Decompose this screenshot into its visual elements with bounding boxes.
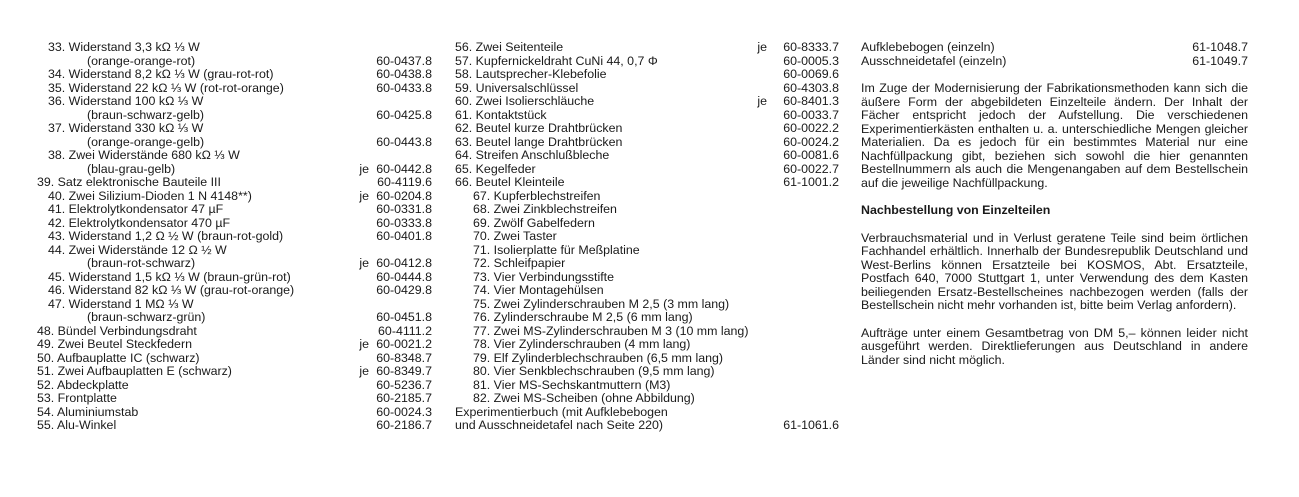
part-number: 60-0081.6 xyxy=(783,148,839,162)
part-row xyxy=(37,190,432,204)
part-label: (blau-grau-gelb) xyxy=(87,161,176,176)
part-label: 43. Widerstand 1,2 Ω ½ W (braun-rot-gold) xyxy=(48,229,284,243)
part-label: 70. Zwei Taster xyxy=(473,229,557,243)
part-label: 60. Zwei Isolierschläuche xyxy=(455,94,595,108)
part-label: 67. Kupferblechstreifen xyxy=(473,188,601,203)
part-row xyxy=(449,365,839,379)
part-row xyxy=(37,230,432,244)
part-label: 65. Kegelfeder xyxy=(455,161,536,176)
part-label: 69. Zwölf Gabelfedern xyxy=(473,215,595,230)
part-number: 60-8348.7 xyxy=(376,350,432,365)
reorder-paragraph: Verbrauchsmaterial und in Verlust geratene Teile sind beim örtlichen Fachhandel erhältlich. Innerhalb der Bundesrepublik Deutschland und West-Berlins können Ersatzteile bei KOSMOS, Abt. Ersatzteile, Postfach 640, 7000 Stuttgart 1, unter Verwendung des dem Kasten beiliegenden Ersatz-Bestellscheines nachbezogen werden (falls der Bestellschein nicht mehr vorhanden ist, bitte beim Verlag anfordern). xyxy=(861,230,1248,312)
part-label: 58. Lautsprecher-Klebefolie xyxy=(455,67,607,81)
part-number: 61-1001.2 xyxy=(783,175,839,189)
part-label: 73. Vier Verbindungsstifte xyxy=(473,269,614,284)
part-number: 60-2185.7 xyxy=(376,391,432,405)
part-label: 63. Beutel lange Drahtbrücken xyxy=(455,134,623,149)
part-row xyxy=(449,392,839,406)
part-label: 74. Vier Montagehülsen xyxy=(473,283,604,297)
part-row xyxy=(37,338,432,352)
part-label: 47. Widerstand 1 MΩ ⅓ W xyxy=(48,296,194,311)
part-label: (braun-rot-schwarz) xyxy=(87,256,196,270)
part-number: 60-0022.7 xyxy=(783,161,839,176)
part-row xyxy=(449,338,839,352)
part-label: (orange-orange-rot) xyxy=(87,53,196,68)
part-row xyxy=(449,284,839,298)
modernization-note: Im Zuge der Modernisierung der Fabrikationsmethoden kann sich die äußere Form der abgebildeten Einzelteile ändern. Der Inhalt der Fächer entspricht jedoch der Aufstellung. Die verschiedenen Experimentierkästen enthalten u. a. unterschiedliche Mengen gleicher Materialien. Da es jedoch für ein bestimmtes Material nur eine Nachfüllpackung gibt, beziehen sich sowohl die hier genannten Bestellnummern als auch die Mengenangaben auf dem Bestellschein auf die jeweilige Nachfüllpackung. xyxy=(861,81,1248,190)
part-row xyxy=(449,163,839,177)
part-label: und Ausschneidetafel nach Seite 220) xyxy=(455,418,664,432)
extra-item-row xyxy=(861,55,1248,69)
part-number: 60-0033.7 xyxy=(783,107,839,122)
part-number: 60-0412.8 xyxy=(376,256,432,270)
parts-column-1 xyxy=(37,41,432,433)
part-number: 60-0429.8 xyxy=(376,283,432,297)
part-number: 60-8401.3 xyxy=(783,94,839,108)
part-number: 60-0021.2 xyxy=(376,337,432,351)
part-row xyxy=(37,365,432,379)
part-row xyxy=(37,311,432,325)
part-row xyxy=(37,163,432,177)
part-label: (braun-schwarz-grün) xyxy=(87,310,206,324)
part-row xyxy=(449,311,839,325)
part-row xyxy=(37,419,432,433)
part-label: 77. Zwei MS-Zylinderschrauben M 3 (10 mm lang) xyxy=(473,323,749,338)
part-number: 60-4119.6 xyxy=(377,175,432,189)
part-label: 57. Kupfernickeldraht CuNi 44, 0,7 Φ xyxy=(455,53,658,68)
part-row xyxy=(449,68,839,82)
part-number: 60-0442.8 xyxy=(376,161,432,176)
part-label: 34. Widerstand 8,2 kΩ ⅓ W (grau-rot-rot) xyxy=(48,67,274,81)
part-row xyxy=(37,41,432,55)
part-row xyxy=(449,203,839,217)
part-label: 53. Frontplatte xyxy=(37,391,117,405)
part-row xyxy=(37,392,432,406)
part-row xyxy=(37,217,432,231)
part-label: 49. Zwei Beutel Steckfedern xyxy=(37,337,192,351)
part-label: 66. Beutel Kleinteile xyxy=(455,175,565,189)
part-row xyxy=(449,217,839,231)
minimum-order-paragraph: Aufträge unter einem Gesamtbetrag von DM 5,– können leider nicht ausgeführt werden. Direktlieferungen aus Deutschland in andere Länder sind nicht möglich. xyxy=(861,325,1248,367)
part-row xyxy=(449,55,839,69)
part-label: (braun-schwarz-gelb) xyxy=(87,107,205,122)
reorder-heading: Nachbestellung von Einzelteilen xyxy=(861,203,1051,217)
part-row xyxy=(37,379,432,393)
part-row xyxy=(37,406,432,420)
part-row xyxy=(37,55,432,69)
part-row xyxy=(449,149,839,163)
part-label: 61. Kontaktstück xyxy=(455,107,547,122)
part-label: 72. Schleifpapier xyxy=(473,256,566,270)
per-unit-marker: je xyxy=(757,40,767,54)
part-row xyxy=(449,379,839,393)
per-unit-marker: je xyxy=(359,337,369,351)
part-number: 61-1061.6 xyxy=(783,418,839,432)
part-number: 60-0024.3 xyxy=(376,404,432,419)
part-number: 60-0433.8 xyxy=(376,80,432,95)
part-row xyxy=(37,136,432,150)
part-number: 60-0437.8 xyxy=(376,53,432,68)
part-row xyxy=(449,176,839,190)
part-label: 54. Aluminiumstab xyxy=(37,404,139,419)
part-label: 51. Zwei Aufbauplatten E (schwarz) xyxy=(37,364,232,378)
part-label: 33. Widerstand 3,3 kΩ ⅓ W xyxy=(48,40,200,54)
part-label: 45. Widerstand 1,5 kΩ ⅓ W (braun-grün-rot) xyxy=(48,269,291,284)
part-label: 44. Zwei Widerstände 12 Ω ½ W xyxy=(48,242,227,257)
part-label: 64. Streifen Anschlußbleche xyxy=(455,148,610,162)
part-row xyxy=(449,95,839,109)
part-row xyxy=(449,230,839,244)
part-row xyxy=(449,244,839,258)
part-label: 80. Vier Senkblechschrauben (9,5 mm lang) xyxy=(473,364,715,378)
part-label: 36. Widerstand 100 kΩ ⅓ W xyxy=(48,94,204,108)
part-label: 75. Zwei Zylinderschrauben M 2,5 (3 mm lang) xyxy=(473,296,730,311)
part-number: 60-0443.8 xyxy=(376,134,432,149)
item-number: 61-1049.7 xyxy=(1192,53,1248,68)
part-label: 81. Vier MS-Sechskantmuttern (M3) xyxy=(473,377,671,392)
part-row xyxy=(37,149,432,163)
part-number: 60-4303.8 xyxy=(783,80,839,95)
part-row xyxy=(37,352,432,366)
part-number: 60-0438.8 xyxy=(376,67,432,81)
part-label: 46. Widerstand 82 kΩ ⅓ W (grau-rot-orange) xyxy=(48,283,295,297)
part-label: 37. Widerstand 330 kΩ ⅓ W xyxy=(48,121,204,135)
part-label: 52. Abdeckplatte xyxy=(37,377,129,392)
part-label: 82. Zwei MS-Scheiben (ohne Abbildung) xyxy=(473,391,695,405)
part-row xyxy=(37,284,432,298)
part-number: 60-0451.8 xyxy=(376,310,432,324)
per-unit-marker: je xyxy=(359,364,369,378)
part-number: 60-0022.2 xyxy=(783,121,839,135)
part-row xyxy=(449,298,839,312)
part-label: 50. Aufbauplatte IC (schwarz) xyxy=(37,350,200,365)
part-label: Experimentierbuch (mit Aufklebebogen xyxy=(455,404,668,419)
part-number: 60-0425.8 xyxy=(376,107,432,122)
part-number: 60-4111.2 xyxy=(378,323,432,338)
part-number: 60-0331.8 xyxy=(376,202,432,216)
part-label: 78. Vier Zylinderschrauben (4 mm lang) xyxy=(473,337,691,351)
info-column xyxy=(861,41,1248,367)
part-row xyxy=(449,352,839,366)
per-unit-marker: je xyxy=(359,188,369,203)
part-label: 71. Isolierplatte für Meßplatine xyxy=(473,242,640,257)
part-label: 35. Widerstand 22 kΩ ⅓ W (rot-rot-orange) xyxy=(48,80,284,95)
part-row xyxy=(449,41,839,55)
part-number: 60-8349.7 xyxy=(376,364,432,378)
part-label: 39. Satz elektronische Bauteile III xyxy=(37,175,221,189)
part-row xyxy=(37,82,432,96)
item-number: 61-1048.7 xyxy=(1192,40,1248,54)
part-row xyxy=(37,244,432,258)
part-row xyxy=(449,257,839,271)
part-label: 40. Zwei Silizium-Dioden 1 N 4148**) xyxy=(48,188,252,203)
part-row xyxy=(37,68,432,82)
per-unit-marker: je xyxy=(757,94,767,108)
part-label: 38. Zwei Widerstände 680 kΩ ⅓ W xyxy=(48,148,240,162)
part-row xyxy=(37,298,432,312)
part-row xyxy=(37,95,432,109)
part-row xyxy=(449,136,839,150)
part-label: 62. Beutel kurze Drahtbrücken xyxy=(455,121,623,135)
part-row xyxy=(37,325,432,339)
part-label: (orange-orange-gelb) xyxy=(87,134,205,149)
extra-item-row xyxy=(861,41,1248,55)
part-row xyxy=(449,325,839,339)
part-label: 55. Alu-Winkel xyxy=(37,418,117,432)
part-number: 60-0333.8 xyxy=(376,215,432,230)
part-number: 60-0401.8 xyxy=(376,229,432,243)
part-number: 60-0204.8 xyxy=(376,188,432,203)
part-row xyxy=(449,109,839,123)
part-row xyxy=(449,122,839,136)
part-label: 76. Zylinderschraube M 2,5 (6 mm lang) xyxy=(473,310,693,324)
part-label: 68. Zwei Zinkblechstreifen xyxy=(473,202,617,216)
part-row xyxy=(37,271,432,285)
part-row xyxy=(37,257,432,271)
part-label: 41. Elektrolytkondensator 47 µF xyxy=(48,202,224,216)
part-number: 60-0444.8 xyxy=(376,269,432,284)
part-row xyxy=(449,406,839,420)
extra-items xyxy=(861,41,1248,68)
part-label: 42. Elektrolytkondensator 470 µF xyxy=(48,215,231,230)
parts-column-2 xyxy=(449,41,839,433)
part-number: 60-5236.7 xyxy=(376,377,432,392)
part-row xyxy=(449,271,839,285)
part-row xyxy=(449,82,839,96)
part-label: 56. Zwei Seitenteile xyxy=(455,40,564,54)
part-row xyxy=(37,203,432,217)
part-label: 48. Bündel Verbindungsdraht xyxy=(37,323,197,338)
part-number: 60-0005.3 xyxy=(783,53,839,68)
part-number: 60-2186.7 xyxy=(376,418,432,432)
per-unit-marker: je xyxy=(359,161,369,176)
part-number: 60-0024.2 xyxy=(783,134,839,149)
part-row xyxy=(37,109,432,123)
part-number: 60-0069.6 xyxy=(783,67,839,81)
part-row xyxy=(37,176,432,190)
part-label: 79. Elf Zylinderblechschrauben (6,5 mm lang) xyxy=(473,350,723,365)
part-row xyxy=(37,122,432,136)
item-label: Aufklebebogen (einzeln) xyxy=(861,40,995,54)
part-label: 59. Universalschlüssel xyxy=(455,80,579,95)
per-unit-marker: je xyxy=(359,256,369,270)
part-number: 60-8333.7 xyxy=(783,40,839,54)
part-row xyxy=(449,190,839,204)
part-row xyxy=(449,419,839,433)
item-label: Ausschneidetafel (einzeln) xyxy=(861,53,1007,68)
